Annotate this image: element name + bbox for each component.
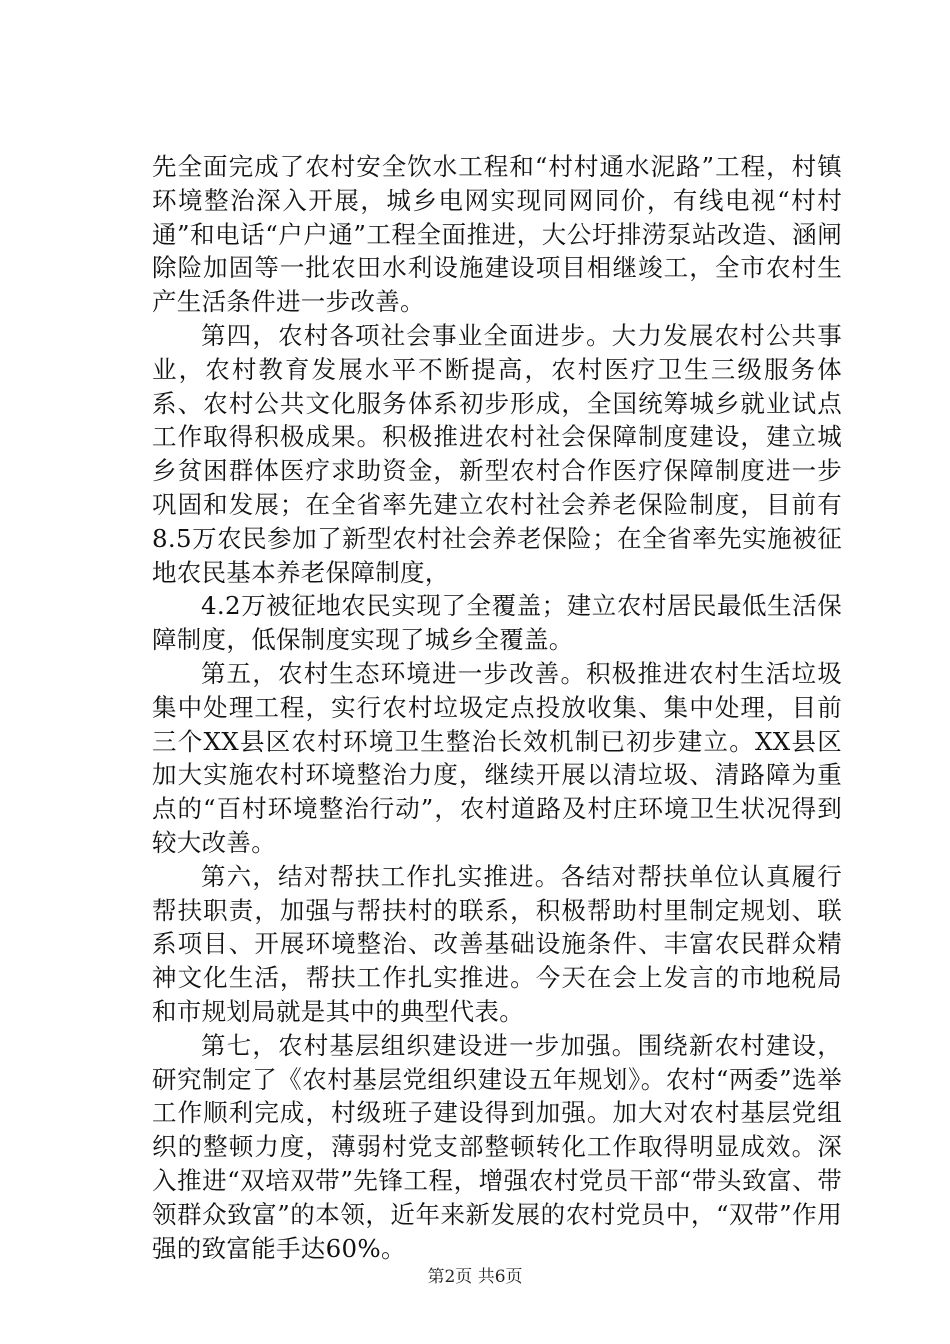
page-number-footer: 第2页 共6页 <box>427 1267 523 1287</box>
paragraph-6: 第七，农村基层组织建设进一步加强。围绕新农村建设，研究制定了《农村基层党组织建设五年规划》。农村“两委”选举工作顺利完成，村级班子建设得到加强。加大对农村基层党组织的整顿力度，薄弱村党支部整顿转化工作取得明显成效。深入推进“双培双带”先锋工程，增强农村党员干部“带头致富、带领群众致富”的本领，近年来新发展的农村党员中，“双带”作用强的致富能手达60%。 <box>152 1030 842 1263</box>
paragraph-3: 4.2万被征地农民实现了全覆盖；建立农村居民最低生活保障制度，低保制度实现了城乡全覆盖。 <box>152 591 842 655</box>
document-body <box>152 150 842 1265</box>
paragraph-1: 先全面完成了农村安全饮水工程和“村村通水泥路”工程，村镇环境整治深入开展，城乡电网实现同网同价，有线电视“村村通”和电话“户户通”工程全面推进，大公圩排涝泵站改造、涵闸除险加固等一批农田水利设施建设项目相继竣工，全市农村生产生活条件进一步改善。 <box>152 152 842 317</box>
paragraph-2: 第四，农村各项社会事业全面进步。大力发展农村公共事业，农村教育发展水平不断提高，农村医疗卫生三级服务体系、农村公共文化服务体系初步形成，全国统筹城乡就业试点工作取得积极成果。积极推进农村社会保障制度建设，建立城乡贫困群体医疗求助资金，新型农村合作医疗保障制度进一步巩固和发展；在全省率先建立农村社会养老保险制度，目前有8.5万农民参加了新型农村社会养老保险；在全省率先实施被征地农民基本养老保障制度， <box>152 320 842 587</box>
paragraph-5: 第六，结对帮扶工作扎实推进。各结对帮扶单位认真履行帮扶职责，加强与帮扶村的联系，积极帮助村里制定规划、联系项目、开展环境整治、改善基础设施条件、丰富农民群众精神文化生活，帮扶工作扎实推进。今天在会上发言的市地税局和市规划局就是其中的典型代表。 <box>152 861 842 1026</box>
paragraph-4: 第五，农村生态环境进一步改善。积极推进农村生活垃圾集中处理工程，实行农村垃圾定点投放收集、集中处理，目前三个XX县区农村环境卫生整治长效机制已初步建立。XX县区加大实施农村环境整治力度，继续开展以清垃圾、清路障为重点的“百村环境整治行动”，农村道路及村庄环境卫生状况得到较大改善。 <box>152 658 842 857</box>
